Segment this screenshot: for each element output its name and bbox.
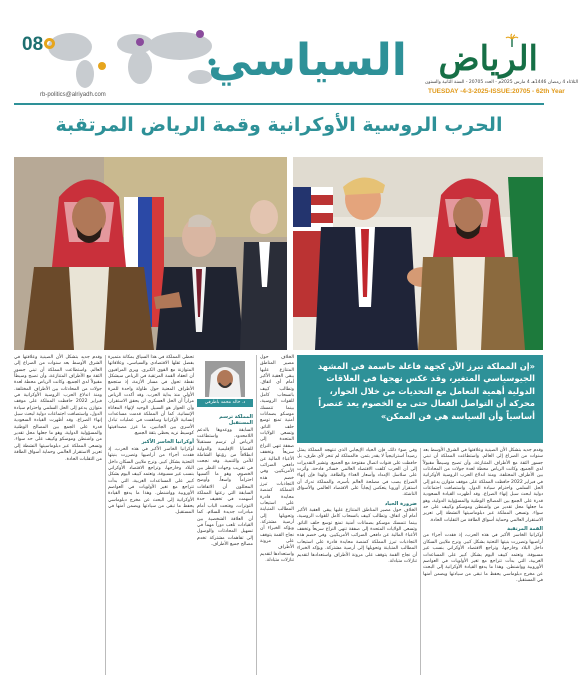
article-headline: الحرب الروسية الأوكرانية وقمة الرياض المرتقبة: [55, 114, 503, 136]
world-map-graphic: [40, 22, 220, 92]
photo-crown-prince-putin: [14, 157, 287, 350]
page-number-ring-icon: [44, 38, 55, 49]
article-column-5: [297, 448, 417, 675]
palm-logo-icon: [505, 34, 519, 48]
masthead: [0, 0, 578, 100]
dateline: الثلاثاء 4 رمضان 1446هـ 4 مارس 2025م - العدد 20705 - السنة الثانية والستون: [425, 80, 578, 85]
column-text: الخلاف حول مصير المناطق المتنازع عليها يبقى العقبة الأكبر أمام أي اتفاق. وتطالب كييف بانسحاب كامل للقوات الروسية، بينما تتمسك موسكو بضمانات أمنية تمنع توسع حلف الناتو. وتسعى الولايات المتحدة إلى صفقة تنهي النزاع سريعاً وتخفف الأعباء المالية عن دافعي الضرائب الأمريكيين. وفي خضم هذه التجاذبات تبرز المملكة كمنصة محايدة قادرة على استيعاب المطالب المتباينة وتحويلها إلى أرضية مشتركة. ويؤكد الخبراء أن نجاح القمة يتوقف على مرونة الأطراف واستعدادها لتقديم تنازلات متبادلة.: [260, 355, 294, 563]
photo-crown-prince-trump: [293, 157, 543, 350]
map-pin-icon: [98, 62, 106, 70]
map-pin-icon: [136, 38, 144, 46]
column-text: السابقة ووعدوها بالدعم اللامحدود. واستطاعت الرياض أن ترسم مستقبلاً للقضايا الإقليمية والدولية انطلاقاً من رؤيتها الشاملة للأمن والتنمية. وقد نجحت في تقريب وجهات النظر بين الخصوم، وهو ما أكسبها احتراماً واسعاً. وأوضح المحللون أن الاتفاقات السابقة التي رعتها المملكة أسهمت في تخفيف حدة التوترات، وفتحت الباب أمام مبادرات جديدة للسلام. كما أن العلاقة الشخصية بين القيادات تلعب دوراً مهماً في تسهيل المحادثات والوصول إلى تفاهمات مشتركة تخدم مصالح جميع الأطراف.: [197, 427, 253, 547]
column-text: وقدم جديد بتشكل الأن الصينية وعلاقتها في الشرق الأوسط بعد سنوات من الصراع إلى العالم. واستطاعت المملكة أن تبني جسور الثقة مع الأطراف المتنازعة، وأن تصبح وسيطاً مقبولاً لدى الجميع، وكانت الرياض محطة لعدة جولات من المحادثات بين الأطراف المختلفة. ومنذ اندلاع الحرب الروسية الأوكرانية في فبراير 2022 حافظت المملكة على موقف متوازن يدعو إلى الحل السلمي واحترام سيادة الدول، واستضافت اجتماعات دولية لبحث سبل إنهاء الصراع. وقد أظهرت القيادة السعودية قدرة على الجمع بين المصالح الوطنية والمسؤولية الدولية، وهو ما جعلها محل تقدير من واشنطن وموسكو وكييف على حد سواء. وتسعى المملكة عبر دبلوماسيتها النشطة إلى تعزيز الاستقرار العالمي وحماية أسواق الطاقة من التقلبات الحادة.: [423, 448, 543, 523]
pull-quote: «إن المملكة تبرز الآن كجهة فاعلة حاسمة في المشهد الجيوسياسي المتغير، وقد عكس نهجها في العلاقات الدولية أهمية التعامل مع التحديات من خلال الحوار، محركة أن التواصل الفعال حتى مع الخصوم يعد عنصراً أساسياً وأن السياسة هي فن الممكن»: [297, 355, 543, 443]
article-column-1: [14, 355, 102, 587]
subheading: أوكرانيا الخاسر الأكبر: [141, 439, 194, 446]
article-column-2: [108, 355, 194, 675]
column-text: أوكرانيا الخاسر الأكبر في هذه الحرب، إذ فقدت أجزاء من أراضيها وتضررت بنيتها التحتية بشكل كبير. ونزح ملايين السكان داخل البلاد وخارجها، وتراجع الاقتصاد الأوكراني بنسب غير مسبوقة. وتعتمد كييف اليوم بشكل كبير على المساعدات الغربية، التي بدأت تتراجع مع تغير الأولويات في العواصم الأوروبية وواشنطن. وهذا ما يدفع القيادة الأوكرانية إلى البحث عن مخرج دبلوماسي يحفظ ما تبقى من سيادتها ويضمن أمنها في المستقبل.: [108, 446, 194, 516]
issue-line: TUESDAY -4-3-2025-ISSUE:20705 - 62th Year: [428, 88, 565, 95]
subheading: ضرورة الحياد: [384, 500, 417, 507]
column-text: الخلاف حول مصير المناطق المتنازع عليها يبقى العقبة الأكبر أمام أي اتفاق. وتطالب كييف بانسحاب كامل للقوات الروسية، بينما تتمسك موسكو بضمانات أمنية تمنع توسع حلف الناتو. وتسعى الولايات المتحدة إلى صفقة تنهي النزاع سريعاً وتخفف الأعباء المالية عن دافعي الضرائب الأمريكيين. وفي خضم هذه التجاذبات تبرز المملكة كمنصة محايدة قادرة على استيعاب المطالب المتباينة وتحويلها إلى أرضية مشتركة. ويؤكد الخبراء أن نجاح القمة يتوقف على مرونة الأطراف واستعدادها لتقديم تنازلات متبادلة.: [297, 508, 417, 564]
column-text: وقدم جديد بتشكل الأن الصينية وعلاقتها في الشرق الأوسط بعد سنوات من الصراع إلى العالم. واستطاعت المملكة أن تبني جسور الثقة مع الأطراف المتنازعة، وأن تصبح وسيطاً مقبولاً لدى الجميع، وكانت الرياض محطة لعدة جولات من المحادثات بين الأطراف المختلفة. ومنذ اندلاع الحرب الروسية الأوكرانية في فبراير 2022 حافظت المملكة على موقف متوازن يدعو إلى الحل السلمي واحترام سيادة الدول، واستضافت اجتماعات دولية لبحث سبل إنهاء الصراع. وقد أظهرت القيادة السعودية قدرة على الجمع بين المصالح الوطنية والمسؤولية الدولية، وهو ما جعلها محل تقدير من واشنطن وموسكو وكييف على حد سواء. وتسعى المملكة عبر دبلوماسيتها النشطة إلى تعزيز الاستقرار العالمي وحماية أسواق الطاقة من التقلبات الحادة.: [14, 355, 102, 462]
column-text: تحظى المملكة في هذا السياق بمكانة متميزة بفضل ثقلها الاقتصادي والسياسي، وعلاقاتها المتوازنة مع القوى الكبرى. ويرى المراقبون أن انعقاد القمة المرتقبة في الرياض سيشكل نقطة تحول في مسار الأزمة، إذ ستجمع الأطراف المعنية حول طاولة واحدة للمرة الأولى منذ بداية الحرب. وقد أكدت الرياض مراراً أن الحل العسكري لن يحقق الاستقرار، وأن الحوار هو السبيل الوحيد لإنهاء المعاناة الإنسانية. كما أن المملكة قدمت مساعدات إنسانية لأوكرانيا وساهمت في عمليات تبادل الأسرى بين الجانبين، ما عزز مصداقيتها كوسيط نزيه يحظى بثقة الجميع.: [108, 355, 194, 437]
article-column-4: [260, 355, 294, 675]
column-divider: [105, 355, 106, 675]
section-title: السياسي: [208, 35, 407, 86]
article-column-3: [197, 412, 253, 675]
subheading: القمة المرتقبة: [507, 526, 543, 533]
subheading: المملكة ترسم المستقبل: [219, 414, 253, 427]
column-divider: [256, 355, 257, 675]
newspaper-logo: الرياض: [438, 39, 538, 79]
section-email[interactable]: rb-politics@alriyadh.com: [40, 92, 106, 98]
page-number: 08: [22, 34, 44, 55]
article-column-6: [423, 448, 543, 675]
map-pin-icon: [196, 30, 204, 38]
column-divider: [420, 448, 421, 675]
header-rule: [14, 103, 544, 105]
author-photo: [205, 361, 245, 397]
column-text: أوكرانيا الخاسر الأكبر في هذه الحرب، إذ فقدت أجزاء من أراضيها وتضررت بنيتها التحتية بشكل كبير. ونزح ملايين السكان داخل البلاد وخارجها، وتراجع الاقتصاد الأوكراني بنسب غير مسبوقة. وتعتمد كييف اليوم بشكل كبير على المساعدات الغربية، التي بدأت تتراجع مع تغير الأولويات في العواصم الأوروبية وواشنطن. وهذا ما يدفع القيادة الأوكرانية إلى البحث عن مخرج دبلوماسي يحفظ ما تبقى من سيادتها ويضمن أمنها في المستقبل.: [423, 533, 543, 583]
column-text: وفي ضوء ذلك، فإن الحياد الإيجابي الذي تنتهجه المملكة يمثل رصيداً استراتيجياً لا يقدر بثمن. فالمملكة لم تنحز لأي طرف، بل حافظت على قنوات اتصال مفتوحة مع الجميع. وتشير التقديرات إلى أن الحرب كلفت الاقتصاد العالمي خسائر فادحة، وأثرت على سلاسل الإمداد وأسعار الغذاء والطاقة. ولهذا فإن إنهاء الصراع يصب في مصلحة العالم بأسره، والمملكة تدرك أن استقرار أوروبا ينعكس إيجاباً على الاقتصاد العالمي والأسواق الناشئة.: [297, 448, 417, 498]
author-name: د. خالد محمد باطرفي: [197, 399, 253, 407]
